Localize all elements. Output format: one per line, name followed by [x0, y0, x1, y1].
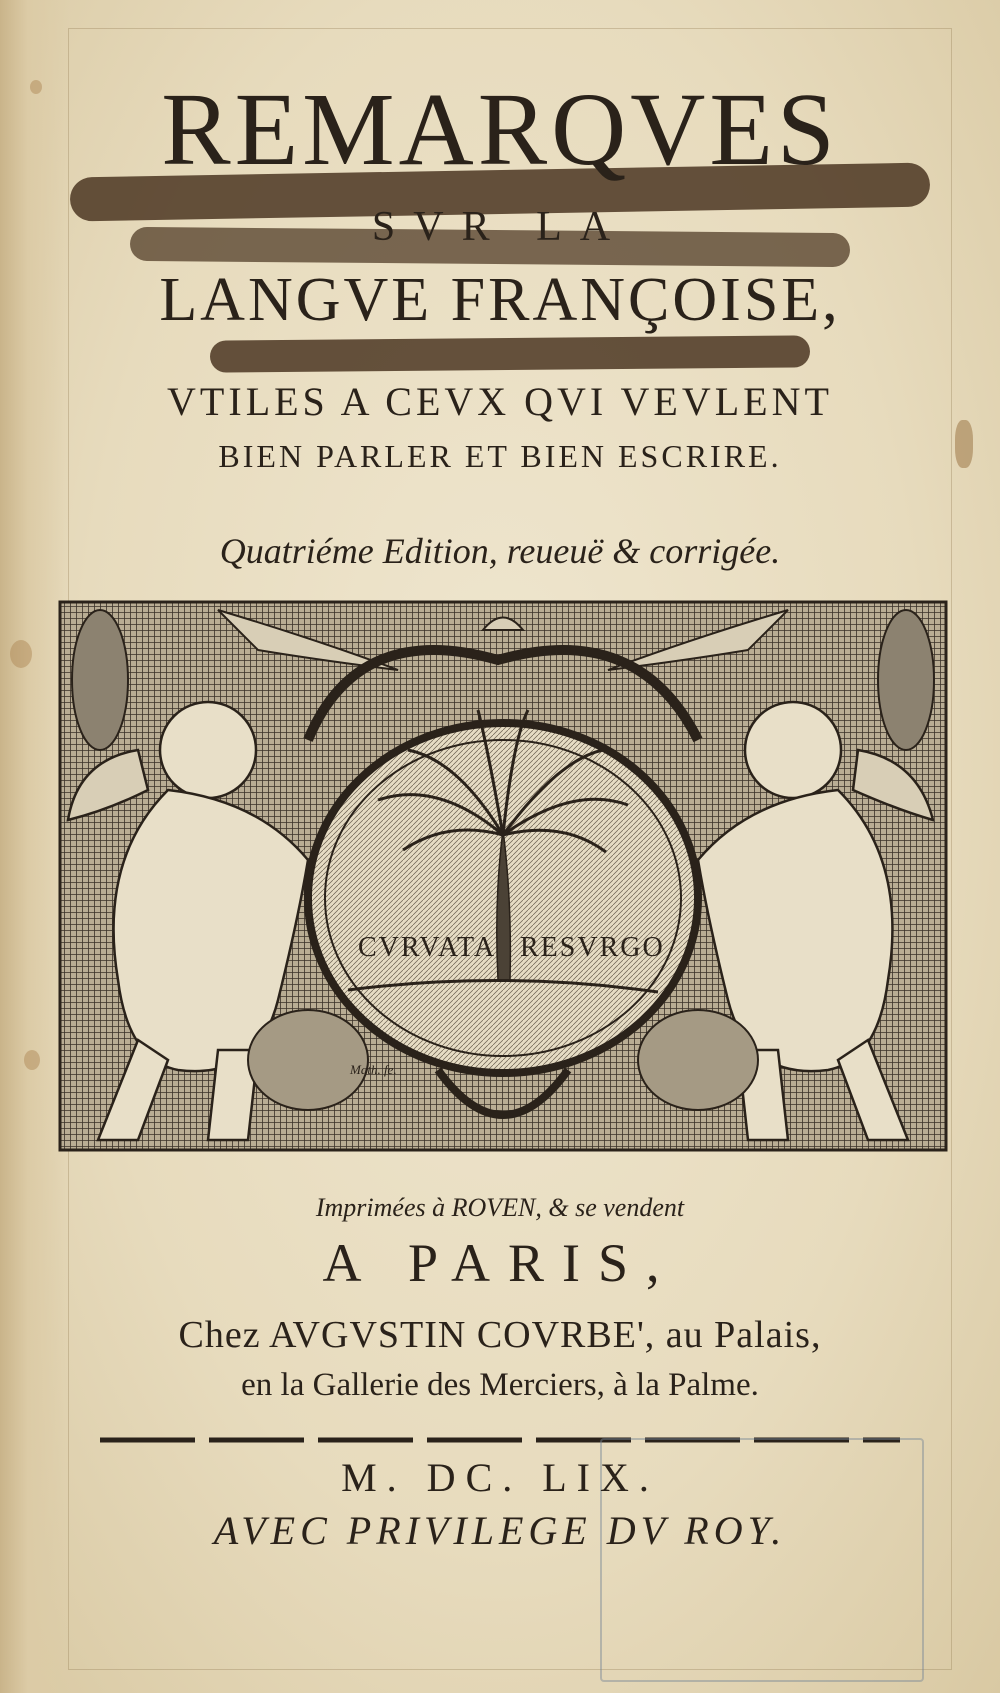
engraver-signature: Math. fe.: [350, 1062, 397, 1077]
fruit-cluster-icon: [638, 1010, 758, 1110]
foxing-spot: [10, 640, 32, 668]
ink-smear: [210, 335, 810, 372]
subtitle-bien-parler: BIEN PARLER ET BIEN ESCRIRE.: [218, 438, 782, 474]
imprint-city: A PARIS,: [322, 1233, 678, 1293]
title-langue: LANGVE FRANÇOISE,: [159, 266, 841, 334]
fruit-cluster-icon: [248, 1010, 368, 1110]
royal-privilege: AVEC PRIVILEGE DV ROY.: [213, 1508, 787, 1553]
subtitle-utiles: VTILES A CEVX QVI VEVLENT: [167, 379, 833, 424]
title-sur-la: SVR LA: [371, 204, 629, 250]
imprint-address: en la Gallerie des Merciers, à la Palme.: [241, 1367, 759, 1403]
motto-left: CVRVATA: [358, 932, 497, 963]
imprint-publisher: Chez AVGVSTIN COVRBE', au Palais,: [178, 1314, 822, 1356]
fruit-garland-icon: [72, 610, 128, 750]
book-title: REMARQVES: [161, 72, 839, 187]
edition-statement: Quatriéme Edition, reueuë & corrigée.: [219, 531, 781, 571]
fruit-garland-icon: [878, 610, 934, 750]
engraving: [58, 600, 948, 1152]
imprint-year: M. DC. LIX.: [341, 1455, 659, 1500]
motto-right: RESVRGO: [520, 932, 665, 963]
foxing-spot: [24, 1050, 40, 1070]
printed-statement: Imprimées à ROVEN, & se vendent: [315, 1193, 685, 1222]
